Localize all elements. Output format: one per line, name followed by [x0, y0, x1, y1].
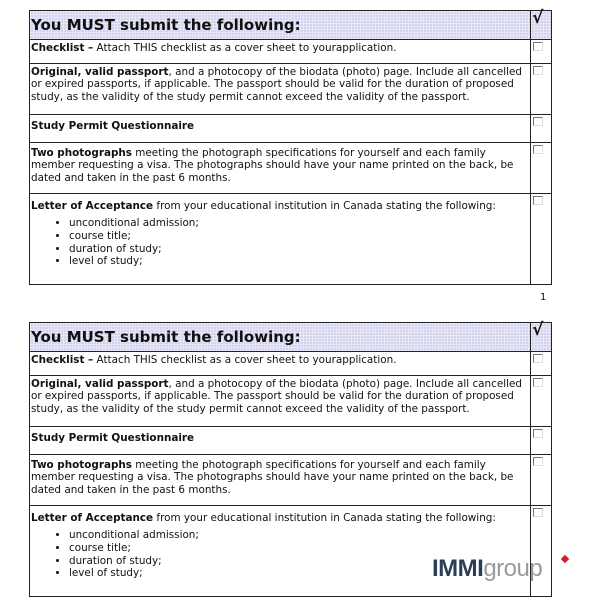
table-header-row: [30, 11, 552, 40]
row-title: Study Permit Questionnaire: [31, 432, 195, 444]
table-header-title: You MUST submit the following:: [30, 323, 531, 352]
row-title: Original, valid passport: [31, 378, 169, 390]
row-text: meeting the photograph specifications for yourself and each family member requesting a visa. The photographs should have your name printed on the back, be dated and taken in the past 6 months.: [31, 459, 514, 496]
row-acceptance: [30, 194, 552, 285]
list-item: • duration of study;: [69, 555, 530, 568]
row-passport: [30, 64, 552, 115]
list-item: • course title;: [69, 542, 530, 555]
row-title: Study Permit Questionnaire: [31, 120, 195, 132]
checkmark-icon: √: [532, 8, 544, 28]
row-text: , and a photocopy of the biodata (photo) page. Include all cancelled or expired passports, if applicable. The passport should be valid for the duration of proposed study, as the validity of the study permit cannot exceed the validity of the passport.: [31, 378, 522, 415]
checkbox[interactable]: [533, 117, 543, 126]
acceptance-list: [31, 217, 530, 267]
row-title: Letter of Acceptance: [31, 512, 154, 524]
immigroup-logo: IMMIgroup: [432, 555, 543, 582]
row-questionnaire: [30, 115, 552, 143]
row-checklist: [30, 352, 552, 376]
header-check-cell: [531, 8, 552, 40]
checkbox[interactable]: [533, 354, 543, 363]
row-title: Original, valid passport: [31, 66, 169, 78]
row-title: Checklist –: [31, 42, 94, 54]
header-check-cell: [531, 320, 552, 352]
row-passport: [30, 376, 552, 427]
row-text: Attach THIS checklist as a cover sheet to yourapplication.: [93, 354, 397, 366]
checkbox[interactable]: [533, 66, 543, 75]
checkbox[interactable]: [533, 42, 543, 51]
row-text: Attach THIS checklist as a cover sheet to yourapplication.: [93, 42, 397, 54]
list-item: • course title;: [69, 230, 530, 243]
list-item: • level of study;: [69, 567, 530, 580]
checkmark-icon: √: [532, 320, 544, 340]
checklist-table: [29, 10, 552, 285]
row-questionnaire: [30, 427, 552, 455]
table-header-row: [30, 323, 552, 352]
row-checklist: [30, 40, 552, 64]
row-photographs: [30, 143, 552, 194]
checkbox[interactable]: [533, 145, 543, 154]
row-title: Two photographs: [31, 459, 132, 471]
checkbox[interactable]: [533, 508, 543, 517]
row-photographs: [30, 455, 552, 506]
checkbox[interactable]: [533, 429, 543, 438]
row-text: meeting the photograph specifications for yourself and each family member requesting a visa. The photographs should have your name printed on the back, be dated and taken in the past 6 months.: [31, 147, 514, 184]
list-item: • unconditional admission;: [69, 529, 530, 542]
row-title: Letter of Acceptance: [31, 200, 154, 212]
row-title: Two photographs: [31, 147, 132, 159]
checkbox[interactable]: [533, 457, 543, 466]
checkbox[interactable]: [533, 196, 543, 205]
page-number: 1: [540, 292, 547, 303]
list-item: • unconditional admission;: [69, 217, 530, 230]
table-header-title: You MUST submit the following:: [30, 11, 531, 40]
row-text: , and a photocopy of the biodata (photo) page. Include all cancelled or expired passports, if applicable. The passport should be valid for the duration of proposed study, as the validity of the study permit cannot exceed the validity of the passport.: [31, 66, 522, 103]
row-text: from your educational institution in Canada stating the following:: [153, 512, 496, 524]
maple-leaf-icon: [561, 555, 569, 563]
row-title: Checklist –: [31, 354, 94, 366]
checkbox[interactable]: [533, 378, 543, 387]
list-item: • duration of study;: [69, 243, 530, 256]
list-item: • level of study;: [69, 255, 530, 268]
row-text: from your educational institution in Canada stating the following:: [153, 200, 496, 212]
